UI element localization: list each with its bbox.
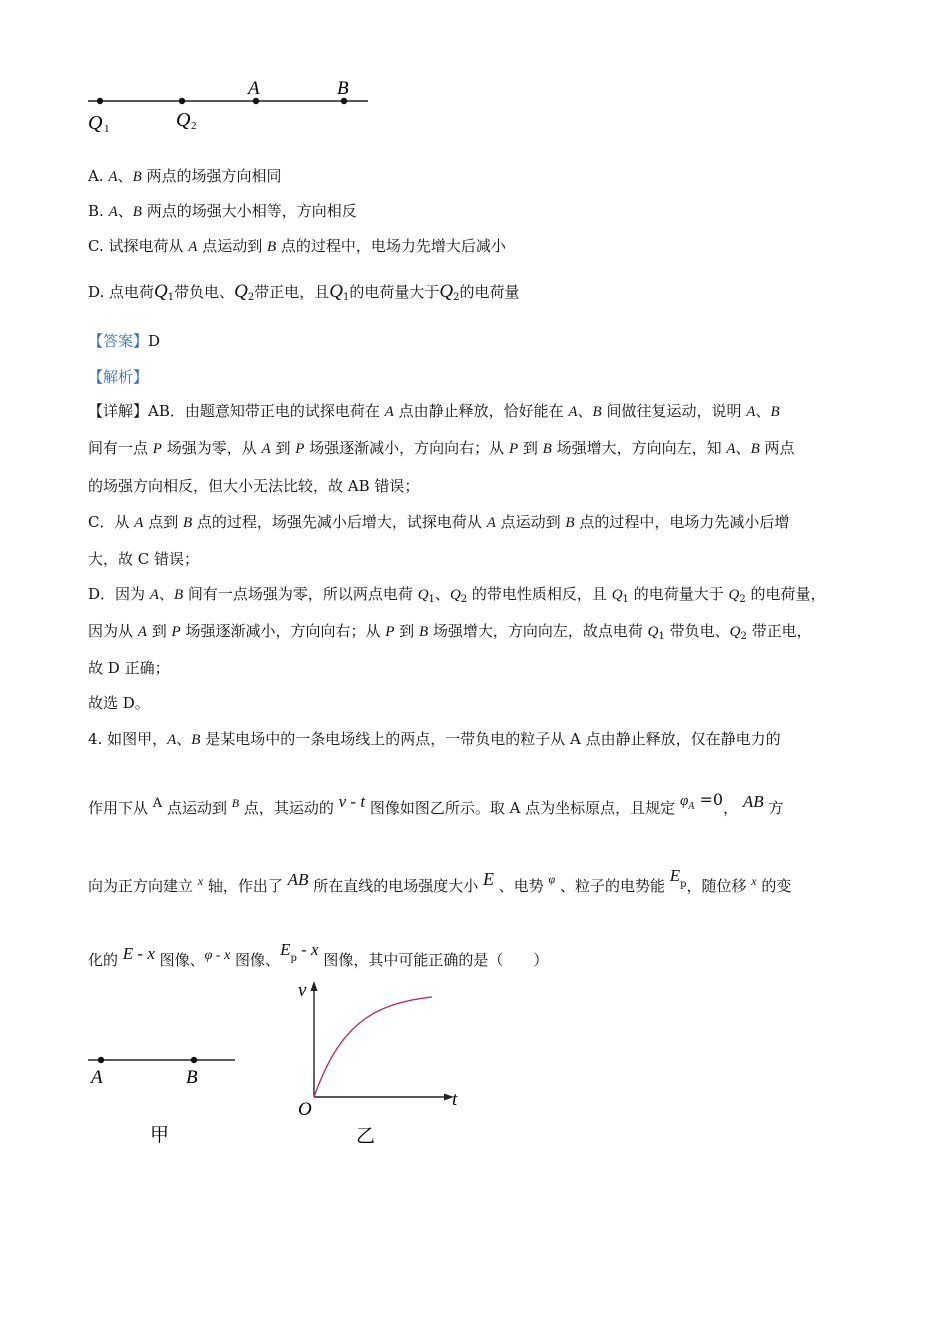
yi-v-label: v <box>298 980 307 1001</box>
yi-o-label: O <box>298 1099 312 1120</box>
explanation-line-4: C．从 A 点到 B 点的过程，场强先减小后增大，试探电荷从 A 点运动到 B 点的过程中，电场力先减小后增 <box>88 513 790 531</box>
q1-label: Q <box>88 112 103 134</box>
jia-a-dot <box>98 1057 104 1063</box>
jia-b-dot <box>191 1057 197 1063</box>
answer-line: 【答案】D <box>88 332 161 350</box>
question4-line-2: 作用下从 A 点运动到 $^B$ 点，其运动的 v - t 图像如图乙所示。取 A 点为坐标原点，且规定 $\varphi^A =0$， AB 方 <box>88 790 784 817</box>
q2-sub: 2 <box>191 120 197 132</box>
explanation-line-5: 大，故 C 错误； <box>88 550 200 568</box>
jia-a-label: A <box>91 1067 103 1088</box>
yi-v-arrow <box>311 981 318 991</box>
jia-caption: 甲 <box>150 1125 170 1146</box>
figure-jia <box>80 1040 245 1155</box>
jia-b-label: B <box>186 1067 198 1088</box>
explanation-line-3: 的场强方向相反，但大小无法比较，故 AB 错误； <box>88 477 420 495</box>
analysis-tag: 【解析】 <box>88 368 149 386</box>
explanation-line-8: 故 D 正确； <box>88 659 170 677</box>
question4-line-4: 化的 E - x 图像、φ - x 图像、$E^p$ - x 图像，其中可能正确的是（ ） <box>88 940 549 969</box>
explanation-line-9: 故选 D。 <box>88 694 150 712</box>
figure-yi <box>290 975 470 1155</box>
explanation-line-1: 【详解】AB．由题意知带正电的试探电荷在 A 点由静止释放，恰好能在 A、B 间做往复运动，说明 A、B <box>88 402 780 420</box>
explanation-line-2: 间有一点 P 场强为零，从 A 到 P 场强逐渐减小，方向向右；从 P 到 B 场强增大，方向向左，知 A、B 两点 <box>88 439 795 457</box>
q2-dot <box>179 98 185 104</box>
option-a: A. A、B 两点的场强方向相同 <box>88 167 282 185</box>
top-charge-figure <box>80 72 380 140</box>
option-b: B. A、B 两点的场强大小相等，方向相反 <box>88 202 357 220</box>
a-label: A <box>248 78 260 99</box>
yi-t-label: t <box>452 1089 458 1110</box>
yi-vt-curve <box>314 997 432 1097</box>
question4-line-1: 4. 如图甲，A、B 是某电场中的一条电场线上的两点，一带负电的粒子从 A 点由静止释放，仅在静电力的 <box>88 730 781 748</box>
option-d: D. 点电荷$Q_1$带负电、$Q_2$带正电，且$Q_1$的电荷量大于$Q_2$的电荷量 <box>88 281 520 303</box>
explanation-line-6: D．因为 A、B 间有一点场强为零，所以两点电荷 $Q_1$、$Q_2$ 的带电性质相反，且 $Q_1$ 的电荷量大于 $Q_2$ 的电荷量， <box>88 585 826 605</box>
explanation-line-7: 因为从 A 到 P 场强逐渐减小，方向向右；从 P 到 B 场强增大，方向向左，故点电荷 $Q_1$ 带负电、$Q_2$ 带正电， <box>88 622 812 642</box>
q1-sub: 1 <box>104 123 110 135</box>
q1-dot <box>97 98 103 104</box>
b-label: B <box>337 78 349 99</box>
q2-label: Q <box>176 109 191 131</box>
option-c: C. 试探电荷从 A 点运动到 B 点的过程中，电场力先增大后减小 <box>88 237 506 255</box>
question4-line-3: 向为正方向建立 $^x$ 轴，作出了 AB 所在直线的电场强度大小 E 、电势 $^\varphi$ 、粒子的电势能 $E^p$，随位移 $^x$ 的变 <box>88 866 792 895</box>
yi-caption: 乙 <box>356 1126 376 1147</box>
